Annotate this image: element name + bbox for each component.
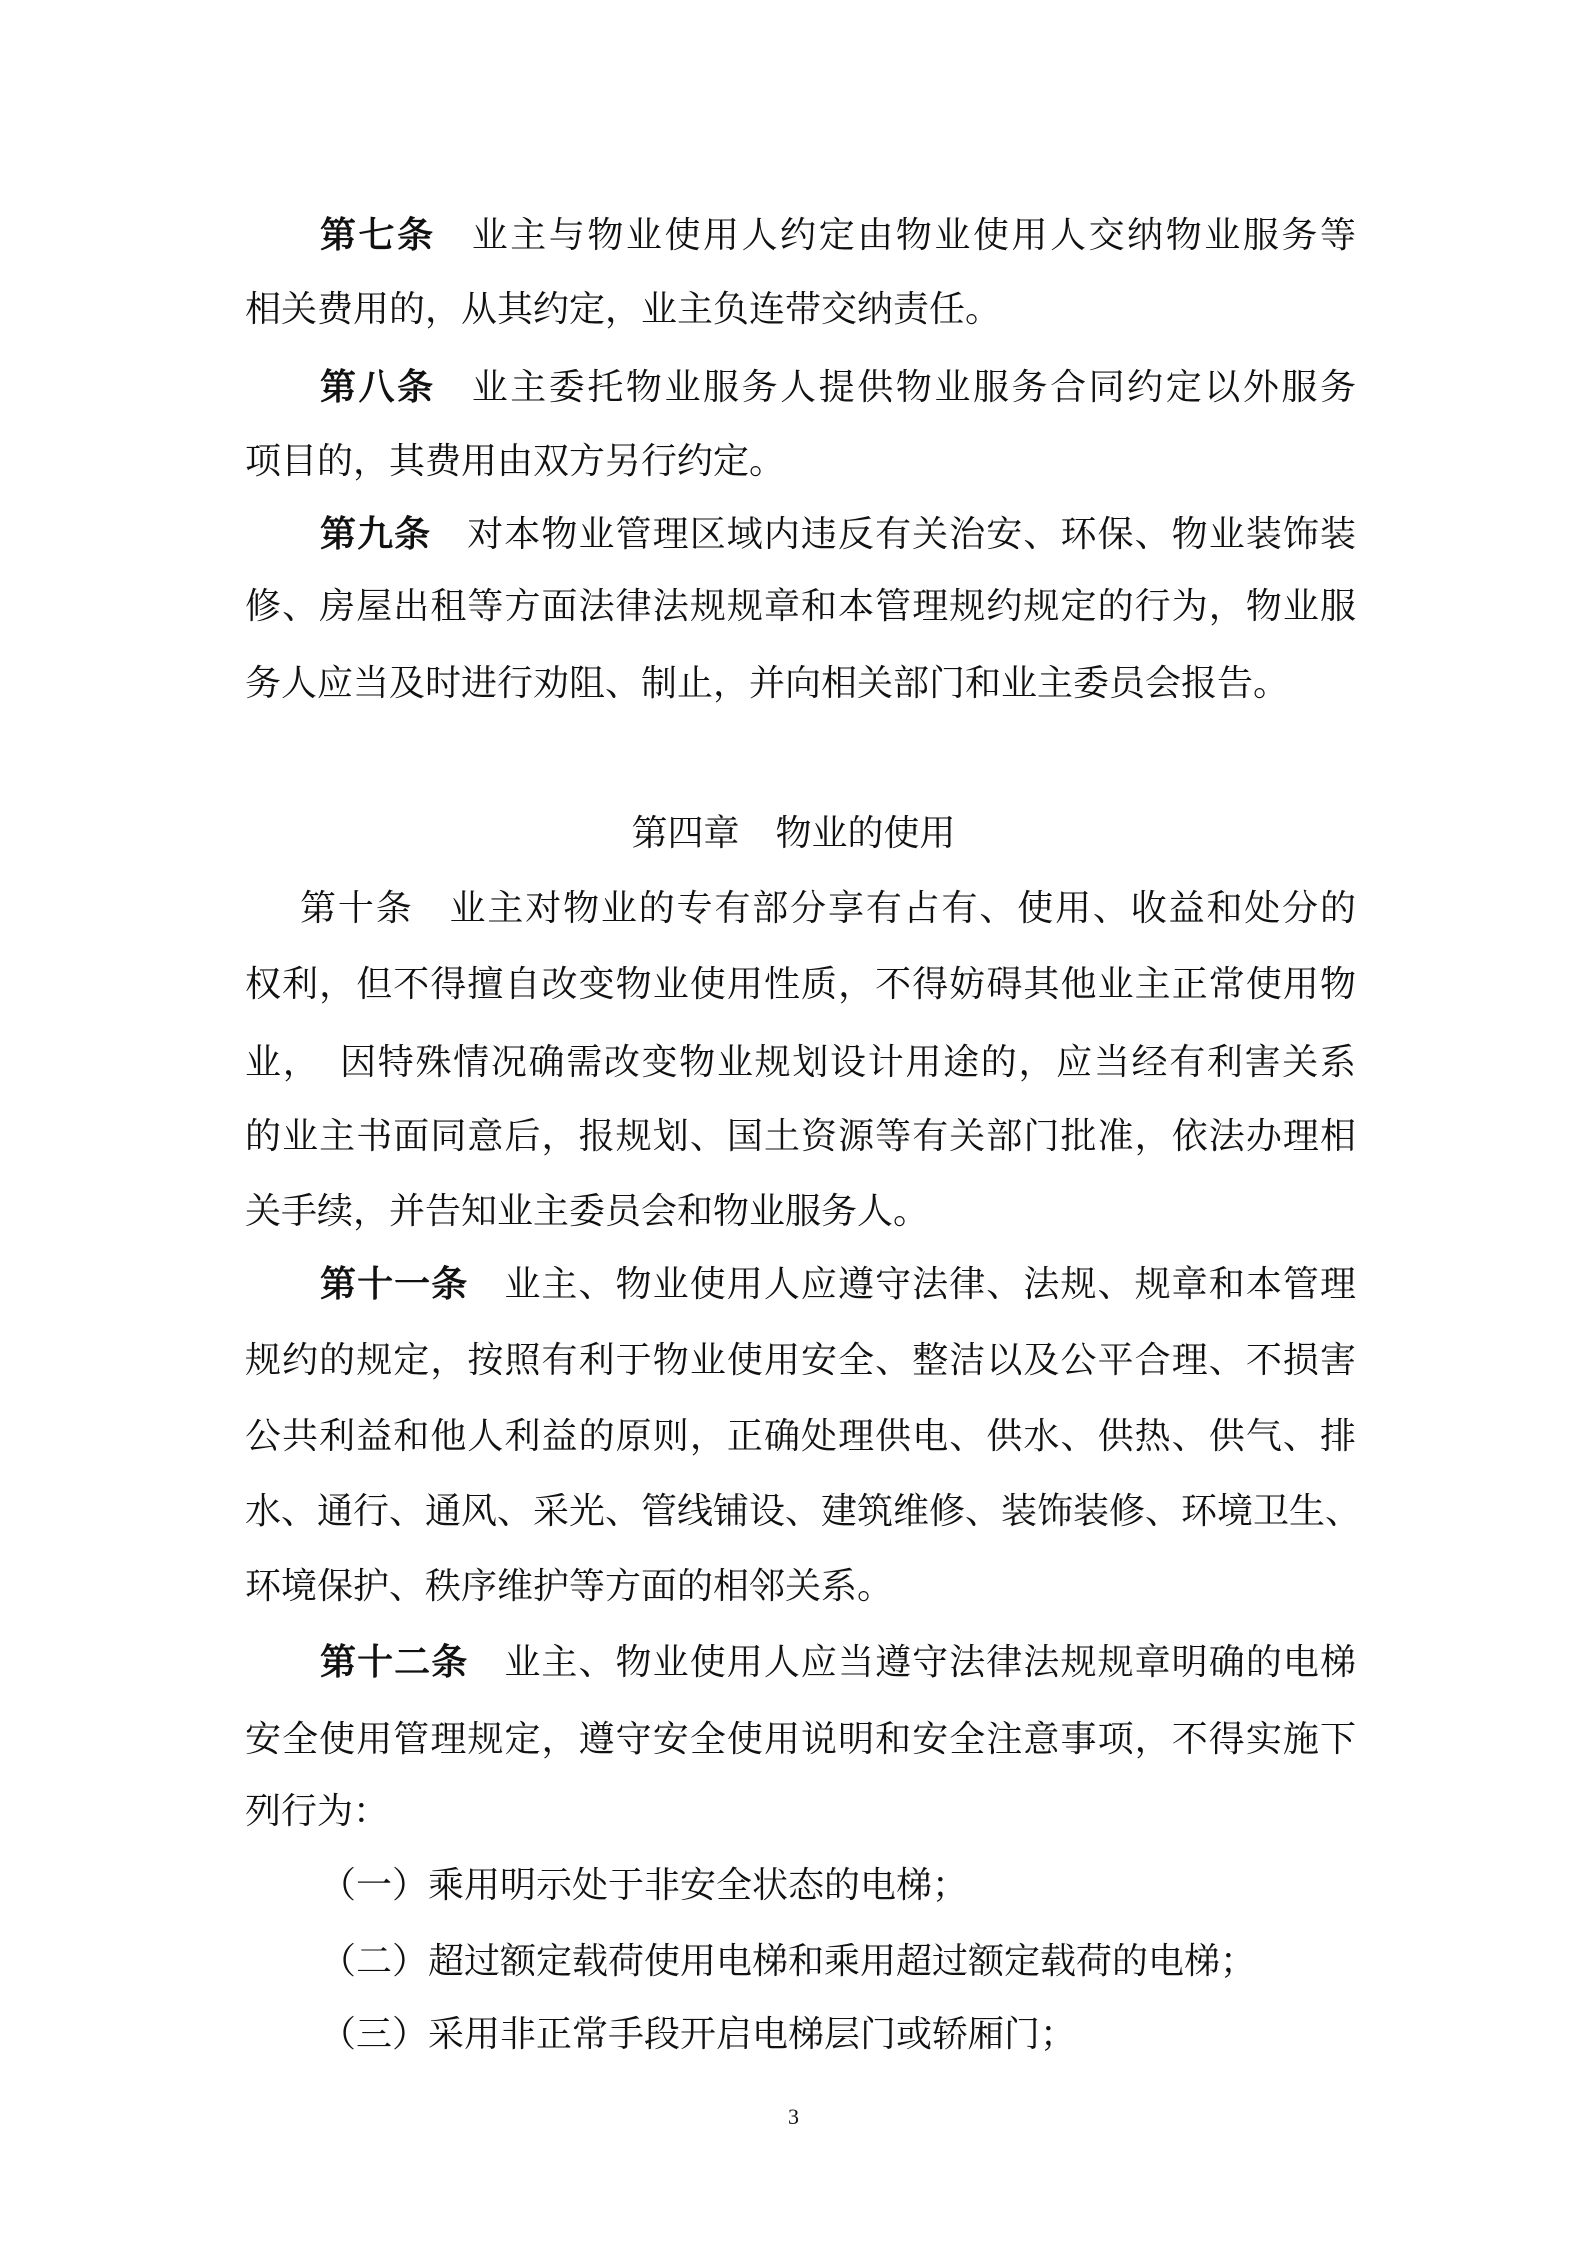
text: 业主、物业使用人应当遵守法律法规规章明确的电梯 — [504, 1642, 1356, 1683]
article-12-line-2: 安全使用管理规定，遵守安全使用说明和安全注意事项，不得实施下 — [245, 1719, 1356, 1760]
text: 对本物业管理区域内违反有关治安、环保、物业装饰装 — [467, 514, 1356, 555]
text: 业主、物业使用人应遵守法律、法规、规章和本管理 — [504, 1264, 1356, 1305]
article-label: 第九条 — [320, 513, 432, 555]
article-9-line-1 — [320, 512, 1356, 557]
article-11-line-3: 公共利益和他人利益的原则，正确处理供电、供水、供热、供气、排 — [245, 1416, 1356, 1457]
page-number: 3 — [788, 2104, 799, 2129]
article-8-line-2: 项目的，其费用由双方另行约定。 — [245, 441, 786, 482]
article-9-line-2: 修、房屋出租等方面法律法规规章和本管理规约规定的行为，物业服 — [245, 586, 1356, 627]
article-label: 第十一条 — [320, 1263, 469, 1305]
article-label: 第八条 — [320, 366, 436, 408]
chapter-heading: 第四章 物业的使用 — [631, 813, 956, 854]
text: 业主对物业的专有部分享有占有、使用、收益和处分的 — [449, 888, 1356, 929]
text: 业主与物业使用人约定由物业使用人交纳物业服务等 — [471, 215, 1356, 256]
article-10-line-3: 业， 因特殊情况确需改变物业规划设计用途的，应当经有利害关系 — [245, 1042, 1356, 1083]
article-10-line-4: 的业主书面同意后，报规划、国土资源等有关部门批准，依法办理相 — [245, 1116, 1356, 1157]
article-10-line-2: 权利，但不得擅自改变物业使用性质，不得妨碍其他业主正常使用物 — [245, 964, 1356, 1005]
article-12-line-3: 列行为： — [245, 1791, 390, 1832]
article-label: 第十二条 — [320, 1641, 469, 1683]
article-10-line-5: 关手续，并告知业主委员会和物业服务人。 — [245, 1191, 930, 1232]
list-item: （三）采用非正常手段开启电梯层门或轿厢门； — [320, 2014, 1077, 2055]
article-11-line-2: 规约的规定，按照有利于物业使用安全、整洁以及公平合理、不损害 — [245, 1340, 1356, 1381]
article-7-line-1 — [320, 213, 1356, 258]
article-11-line-1 — [320, 1262, 1356, 1307]
article-12-line-1 — [320, 1640, 1356, 1685]
article-11-line-5: 环境保护、秩序维护等方面的相邻关系。 — [245, 1566, 894, 1607]
article-label: 第十条 — [300, 888, 414, 929]
list-item: （一）乘用明示处于非安全状态的电梯； — [320, 1865, 969, 1906]
article-11-line-4: 水、通行、通风、采光、管线铺设、建筑维修、装饰装修、环境卫生、 — [245, 1491, 1362, 1532]
article-label: 第七条 — [320, 214, 436, 256]
text: 业主委托物业服务人提供物业服务合同约定以外服务 — [471, 367, 1356, 408]
article-9-line-3: 务人应当及时进行劝阻、制止，并向相关部门和业主委员会报告。 — [245, 663, 1290, 704]
article-8-line-1 — [320, 365, 1356, 410]
article-10-line-1 — [300, 887, 1356, 931]
article-7-line-2: 相关费用的，从其约定，业主负连带交纳责任。 — [245, 289, 1002, 330]
list-item: （二）超过额定载荷使用电梯和乘用超过额定载荷的电梯； — [320, 1941, 1257, 1982]
